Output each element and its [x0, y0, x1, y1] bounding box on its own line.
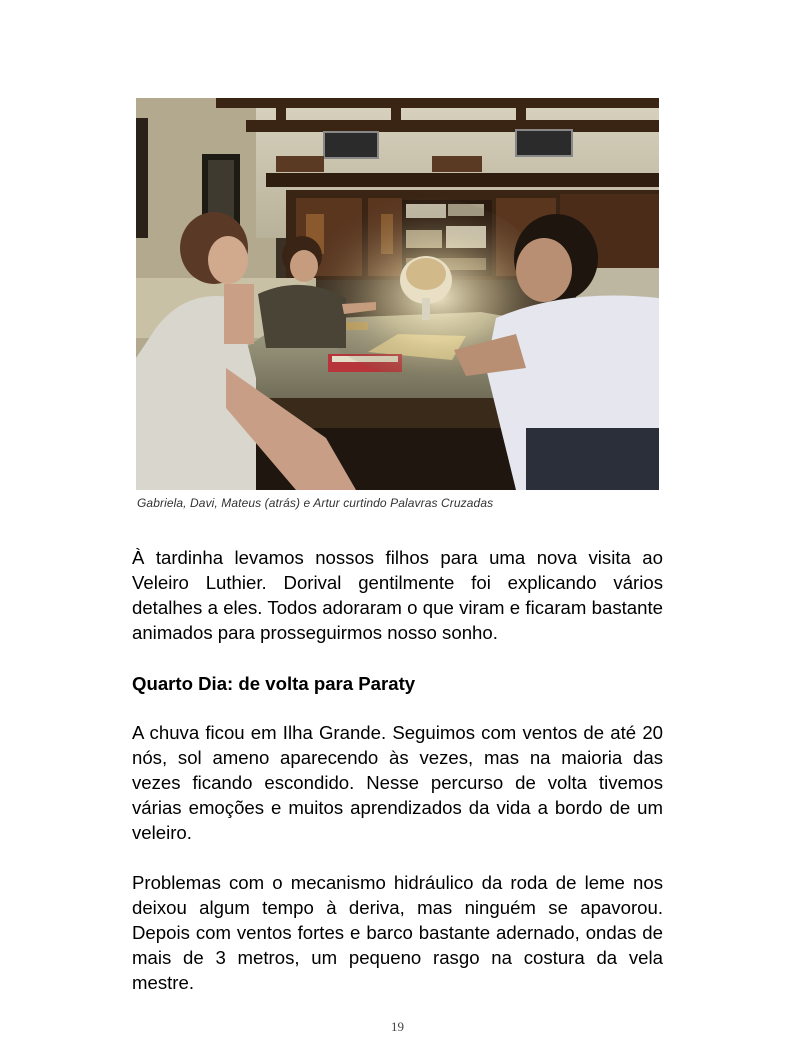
- section-heading: Quarto Dia: de volta para Paraty: [132, 673, 416, 694]
- paragraph-problems: Problemas com o mecanismo hidráulico da roda de leme nos deixou algum tempo à deriva, mas ninguém se apavorou. Depois com ventos fortes e barco bastante adernado, ondas de mais de 3 metros, um pequeno rasgo na costura da vela mestre.: [132, 872, 663, 993]
- paragraph-visit: À tardinha levamos nossos filhos para uma nova visita ao Veleiro Luthier. Dorival gentilmente foi explicando vários detalhes a eles. Todos adoraram o que viram e ficaram bastante animados para prosseguirmos nosso sonho.: [132, 547, 663, 643]
- paragraph-return-trip: A chuva ficou em Ilha Grande. Seguimos com ventos de até 20 nós, sol ameno aparecendo às vezes, mas na maioria das vezes ficando escondido. Nesse percurso de volta tivemos várias emoções e muitos aprendizados da vida a bordo de um veleiro.: [132, 722, 663, 843]
- page-number: 19: [391, 1019, 404, 1034]
- photo-caption: Gabriela, Davi, Mateus (atrás) e Artur curtindo Palavras Cruzadas: [137, 496, 494, 510]
- cabin-photo: [136, 98, 659, 490]
